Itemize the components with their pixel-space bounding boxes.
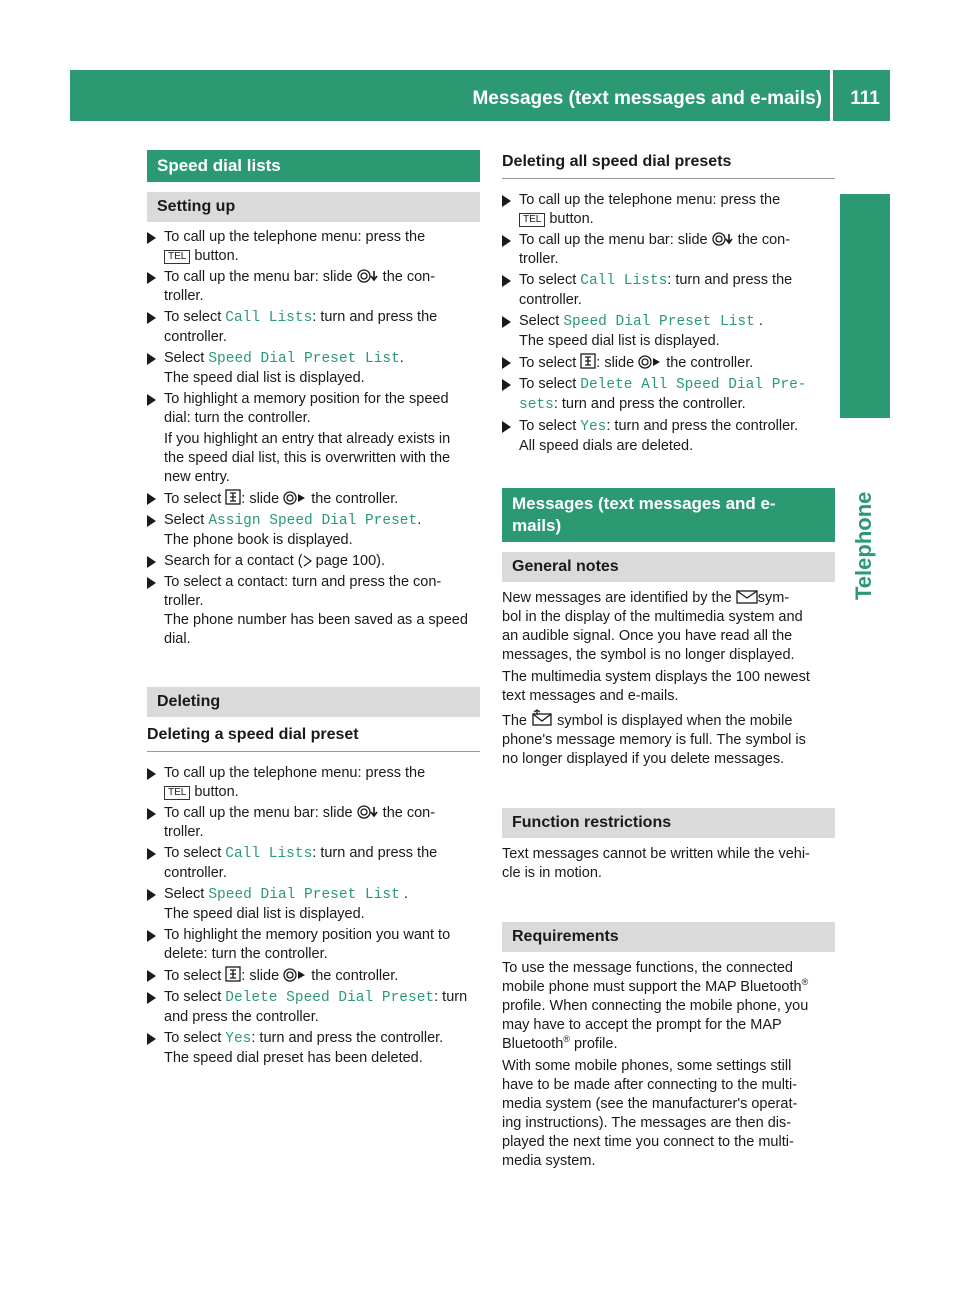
menu-item-yes: Yes [225,1031,252,1047]
page-title: Messages (text messages and e-mails) [472,88,822,109]
heading-deleting-all-presets: Deleting all speed dial presets [502,150,835,179]
side-chapter-text: Telephone [851,491,876,600]
list-item: To select Call Lists: turn and press the controller. [147,844,480,883]
arrow-icon [147,848,156,860]
restrictions-paragraph: Text messages cannot be written while the vehi- cle is in motion. [502,846,810,881]
menu-item-speed-dial-preset-list: Speed Dial Preset List [563,314,755,330]
menu-item-delete-all-presets: Delete All Speed Dial Pre‐ [580,377,807,393]
menu-item-assign-speed-dial-preset: Assign Speed Dial Preset [208,513,418,529]
heading-requirements: Requirements [502,922,835,952]
page-number: 111 [850,88,880,109]
controller-slide-down-icon [712,232,734,246]
arrow-icon [147,272,156,284]
list-item: Select Speed Dial Preset List . The speed dial list is displayed. [147,885,480,924]
list-item: To call up the menu bar: slide the con- troller. [502,231,835,269]
options-menu-icon [225,489,241,505]
requirements-paragraph-2: With some mobile phones, some settings still have to be made after connecting to the multi- media system (see the manufacturer's operat- ing instructions). The messages are then dis- played the next time you connect to the multi- media system. [502,1058,798,1169]
list-item: To select Yes: turn and press the controller. The speed dial preset has been deleted. [147,1029,480,1068]
list-item: Select Assign Speed Dial Preset. The phone book is displayed. [147,511,480,550]
arrow-icon [147,556,156,568]
arrow-icon [502,275,511,287]
list-item: To select Delete Speed Dial Preset: turn and press the controller. [147,988,480,1027]
list-item: To select Call Lists: turn and press the controller. [147,308,480,347]
list-item: To highlight a memory position for the speed dial: turn the controller. If you highlight an entry that already exists in the speed dial list, this is overwritten with the new entry. [147,390,480,487]
heading-messages [502,488,835,542]
arrow-icon [147,232,156,244]
arrow-icon [147,930,156,942]
envelope-icon [736,590,758,604]
arrow-icon [147,992,156,1004]
arrow-icon [147,577,156,589]
tel-key-icon: TEL [164,786,190,800]
controller-slide-right-icon [283,491,307,505]
tel-key-icon: TEL [519,213,545,227]
menu-item-yes: Yes [580,419,607,435]
left-column [147,150,480,1070]
list-item: To select : slide the controller. [502,353,835,373]
controller-slide-down-icon [357,269,379,283]
list-item: Select Speed Dial Preset List. The speed dial list is displayed. [147,349,480,388]
menu-item-delete-speed-dial-preset: Delete Speed Dial Preset [225,990,435,1006]
heading-general-notes: General notes [502,552,835,582]
requirements-paragraph-1: To use the message functions, the connected mobile phone must support the MAP Bluetooth® profile. When connecting the mobile phone, you may have to accept the prompt for the MAP Bluetooth® profile. [502,960,809,1052]
general-notes-paragraph-1: New messages are identified by the sym- bol in the display of the multimedia system and an audible signal. Once you have read all the messages, the symbol is no longer displayed. [502,590,803,663]
arrow-icon [147,768,156,780]
controller-slide-right-icon [283,968,307,982]
menu-item-speed-dial-preset-list: Speed Dial Preset List [208,351,400,367]
arrow-icon [147,970,156,982]
general-notes-paragraph-2: The multimedia system displays the 100 newest text messages and e-mails. [502,669,810,704]
menu-item-call-lists: Call Lists [580,273,668,289]
arrow-icon [147,394,156,406]
menu-item-speed-dial-preset-list: Speed Dial Preset List [208,887,400,903]
arrow-icon [147,889,156,901]
controller-slide-right-icon [638,355,662,369]
list-item: To select Call Lists: turn and press the controller. [502,271,835,310]
arrow-icon [147,515,156,527]
options-menu-icon [580,353,596,369]
right-column [502,150,835,1174]
header-divider [830,70,833,121]
list-item: To select : slide the controller. [147,966,480,986]
arrow-icon [502,195,511,207]
arrow-icon [147,493,156,505]
heading-messages-line1: Messages (text messages and e- [512,494,776,513]
list-item: To call up the menu bar: slide the con- troller. [147,804,480,842]
options-menu-icon [225,966,241,982]
list-item: Search for a contact ( page 100). [147,552,480,571]
heading-setting-up: Setting up [147,192,480,222]
list-item: To select a contact: turn and press the con- troller. The phone number has been saved as a speed dial. [147,573,480,649]
list-item: To call up the telephone menu: press the TEL button. [147,228,480,266]
page-reference-icon [303,555,312,567]
heading-messages-line2: mails) [512,516,562,535]
list-item: Select Speed Dial Preset List . The speed dial list is displayed. [502,312,835,351]
arrow-icon [502,357,511,369]
arrow-icon [147,808,156,820]
arrow-icon [147,312,156,324]
menu-item-call-lists: Call Lists [225,846,313,862]
arrow-icon [147,1033,156,1045]
arrow-icon [147,353,156,365]
controller-slide-down-icon [357,805,379,819]
heading-deleting-speed-dial-preset: Deleting a speed dial preset [147,725,480,752]
general-notes-paragraph-3: The symbol is displayed when the mobile phone's message memory is full. The symbol is no longer displayed if you delete messages. [502,709,835,769]
memory-full-envelope-icon [531,709,553,727]
list-item: To call up the telephone menu: press the TEL button. [147,764,480,802]
heading-speed-dial-lists: Speed dial lists [147,150,480,182]
tel-key-icon: TEL [164,250,190,264]
list-item: To select : slide the controller. [147,489,480,509]
list-item: To select Yes: turn and press the controller. All speed dials are deleted. [502,417,835,456]
list-item: To call up the menu bar: slide the con- troller. [147,268,480,306]
side-tab-marker [840,194,890,418]
list-item: To call up the telephone menu: press the TEL button. [502,191,835,229]
arrow-icon [502,235,511,247]
menu-item-call-lists: Call Lists [225,310,313,326]
arrow-icon [502,421,511,433]
arrow-icon [502,379,511,391]
arrow-icon [502,316,511,328]
menu-item-delete-all-presets-cont: sets [519,397,554,413]
heading-deleting: Deleting [147,687,480,717]
heading-function-restrictions: Function restrictions [502,808,835,838]
list-item: To highlight the memory position you want to delete: turn the controller. [147,926,480,964]
header-bar [70,70,890,121]
list-item: To select Delete All Speed Dial Pre‐ sets: turn and press the controller. [502,375,835,415]
